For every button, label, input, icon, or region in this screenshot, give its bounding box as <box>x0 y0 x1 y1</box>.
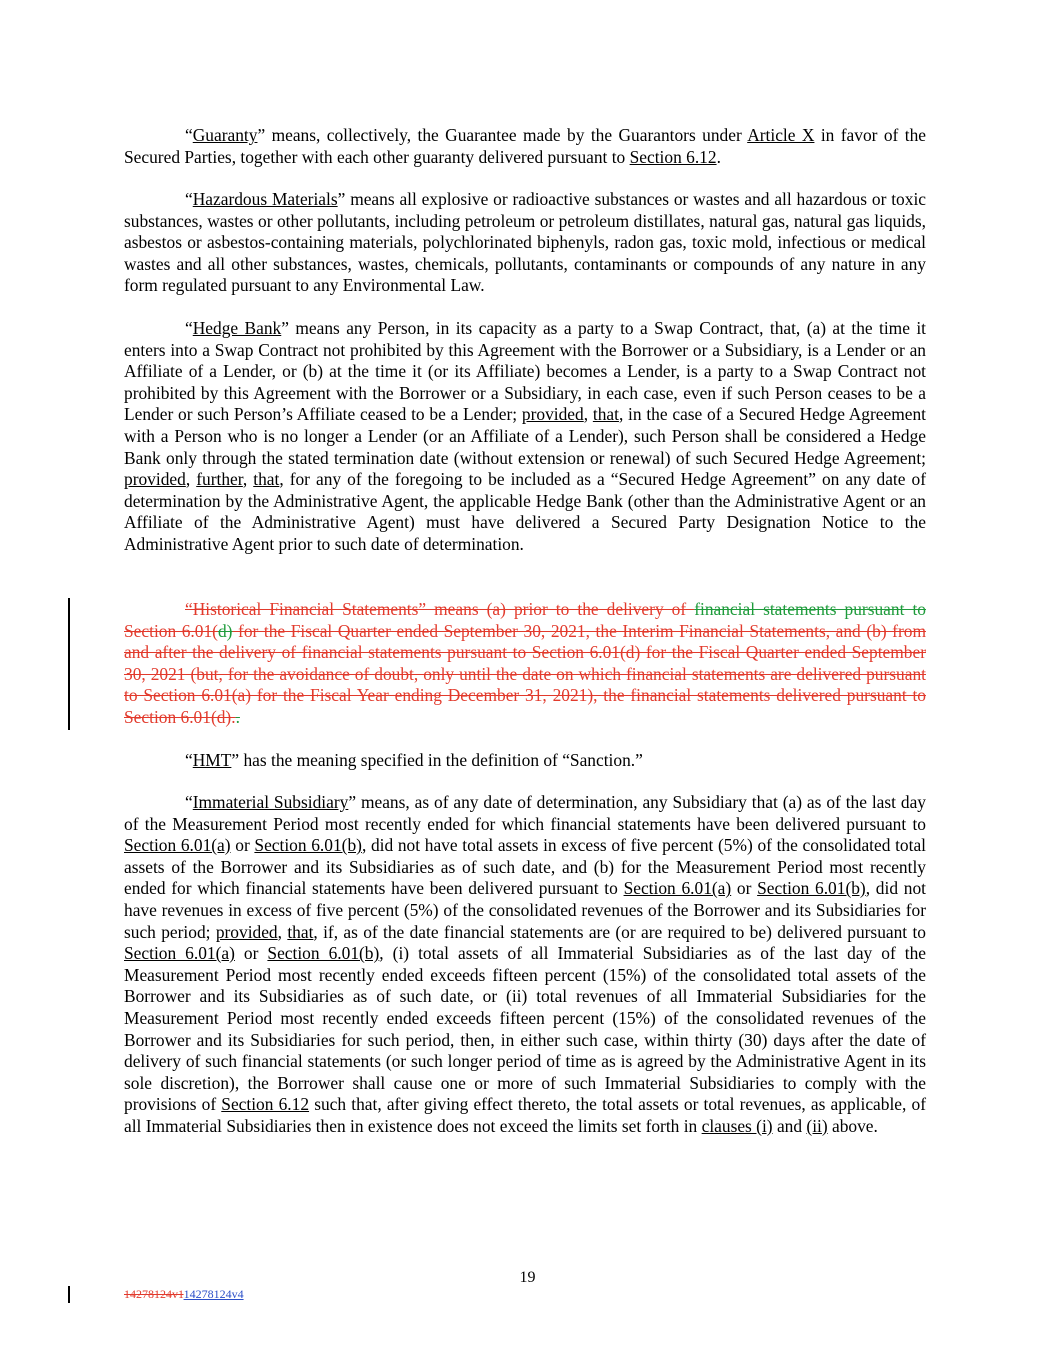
cross-reference: Section 6.12 <box>629 146 717 167</box>
defined-term: Immaterial Subsidiary <box>192 792 349 812</box>
definition-hedge-bank: “Hedge Bank” means any Person, in its capacity as a party to a Swap Contract, that, (a) at the time it enters into a Swap Contract not prohibited by this Agreement with the Borrower or a Subsidiary, is a Lender or an Affiliate of a Lender, or (b) at the time it (or its Affiliate) becomes a Lender, is a party to a Swap Contract not prohibited by this Agreement with the Borrower or a Subsidiary, in each case, even if such Person ceases to be a Lender or such Person’s Affiliate ceased to be a Lender; provided, that, in the case of a Secured Hedge Agreement with a Person who is no longer a Lender (or an Affiliate of a Lender), such Person shall be considered a Hedge Bank only through the stated termination date (without extension or renewal) of such Secured Hedge Agreement; provided, further, that, for any of the foregoing to be included as a “Secured Hedge Agreement” on any date of determination by the Administrative Agent, the applicable Hedge Bank (other than the Administrative Agent or an Affiliate of the Administrative Agent) must have delivered a Secured Party Designation Notice to the Administrative Agent prior to such date of determination. <box>124 318 926 554</box>
defined-term: Hazardous Materials <box>192 189 338 209</box>
definition-guaranty: “Guaranty” means, collectively, the Guarantee made by the Guarantors under Article X in favor of the Secured Parties, together with each other guaranty delivered pursuant to Section 6.12. <box>124 125 926 167</box>
document-id-new: 14278124v4 <box>183 1287 244 1301</box>
cross-reference: Article X <box>747 125 815 145</box>
definition-historical-financial-statements-deleted: “Historical Financial Statements” means (a) prior to the delivery of financial statements pursuant to Section 6.01(d) for the Fiscal Quarter ended September 30, 2021, the Interim Financial Statements, and (b) from and after the delivery of financial statements pursuant to Section 6.01(d) for the Fiscal Quarter ended September 30, 2021 (but, for the avoidance of doubt, only until the date on which financial statements are delivered pursuant to Section 6.01(a) for the Fiscal Year ending December 31, 2021), the financial statements delivered pursuant to Section 6.01(d).. <box>124 599 926 727</box>
defined-term: HMT <box>192 750 232 770</box>
defined-term: Guaranty <box>192 125 258 145</box>
definition-hmt: “HMT” has the meaning specified in the definition of “Sanction.” <box>185 750 643 770</box>
definition-immaterial-subsidiary: “Immaterial Subsidiary” means, as of any date of determination, any Subsidiary that (a) as of the last day of the Measurement Period most recently ended for which financial statements have been delivered pursuant to Section 6.01(a) or Section 6.01(b), did not have total assets in excess of five percent (5%) of the consolidated total assets of the Borrower and its Subsidiaries as of such date, and (b) for the Measurement Period most recently ended for which financial statements have been delivered pursuant to Section 6.01(a) or Section 6.01(b), did not have revenues in excess of five percent (5%) of the consolidated revenues of the Borrower and its Subsidiaries for such period; provided, that, if, as of the date financial statements are (or are required to be) delivered pursuant to Section 6.01(a) or Section 6.01(b), (i) total assets of all Immaterial Subsidiaries as of the last day of the Measurement Period most recently ended exceeds fifteen percent (15%) of the consolidated total assets of the Borrower and its Subsidiaries as of such date, or (ii) total revenues of all Immaterial Subsidiaries for the Measurement Period most recently ended exceeds fifteen percent (15%) of the consolidated revenues of the Borrower and its Subsidiaries for such period, then, in either such case, within thirty (30) days after the date of delivery of such financial statements (or such longer period of time as is agreed by the Administrative Agent in its sole discretion), the Borrower shall cause one or more of such Immaterial Subsidiaries to comply with the provisions of Section 6.12 such that, after giving effect thereto, the total assets or total revenues, as applicable, of all Immaterial Subsidiaries then in existence does not exceed the limits set forth in clauses (i) and (ii) above. <box>124 792 927 1136</box>
change-bar <box>68 598 70 730</box>
defined-term: Hedge Bank <box>192 318 282 338</box>
document-id-old: 14278124v1 <box>124 1287 184 1301</box>
change-bar <box>68 1286 70 1303</box>
document-id <box>124 1287 244 1302</box>
definition-hazardous-materials: “Hazardous Materials” means all explosive or radioactive substances or wastes and all hazardous or toxic substances, wastes or other pollutants, including petroleum or petroleum distillates, natural gas, natural gas liquids, asbestos or asbestos-containing materials, polychlorinated biphenyls, radon gas, toxic mold, infectious or medical wastes and all other substances, wastes, chemicals, pollutants, contaminants or compounds of any nature in any form regulated pursuant to any Environmental Law. <box>124 189 926 296</box>
page-number: 19 <box>519 1269 536 1286</box>
